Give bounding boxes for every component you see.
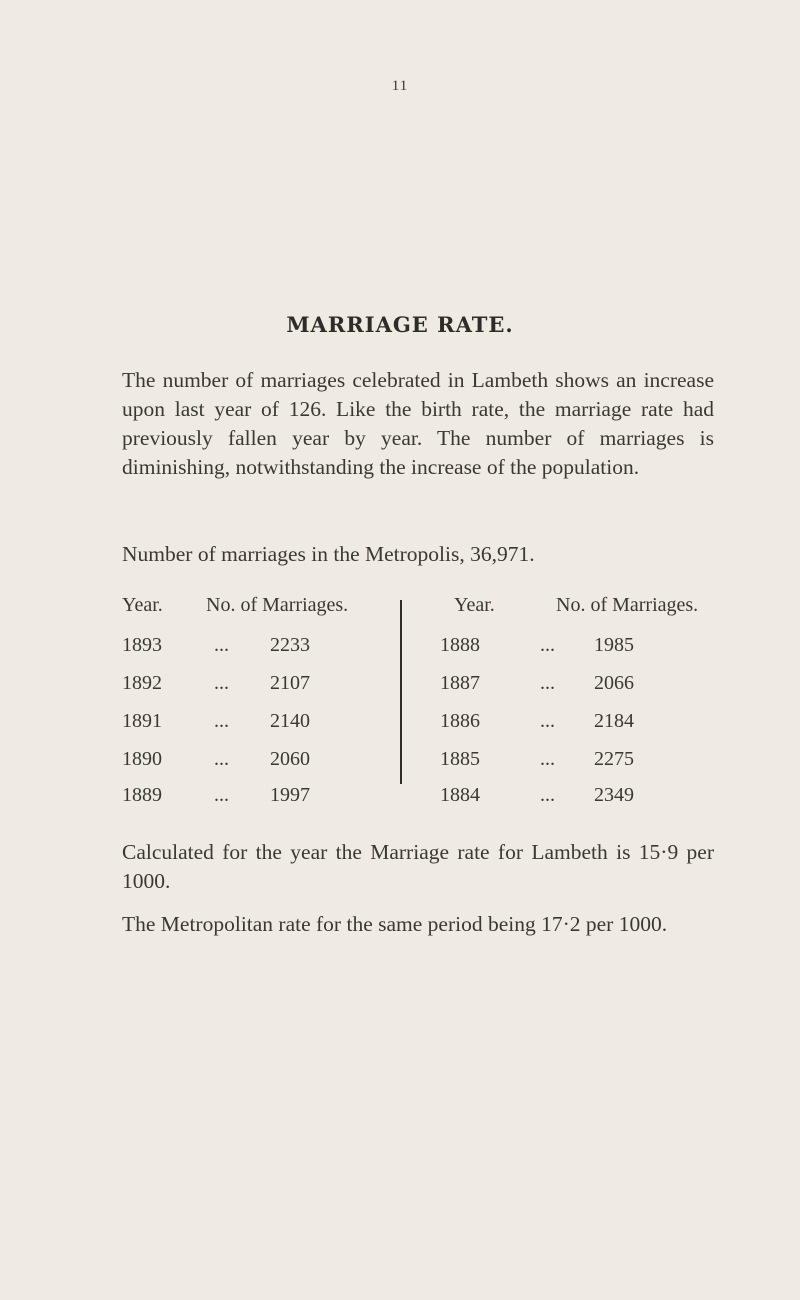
right-row-count: 1985 — [594, 634, 634, 656]
right-row-leader: ... — [540, 710, 555, 732]
left-row-leader: ... — [214, 672, 229, 694]
left-row-count: 2060 — [270, 748, 310, 770]
lambeth-rate-paragraph: Calculated for the year the Marriage rate for Lambeth is 15·9 per 1000. — [122, 840, 714, 893]
right-row-leader: ... — [540, 634, 555, 656]
marriages-table — [122, 594, 742, 804]
right-row-year: 1884 — [440, 784, 480, 806]
right-row-leader: ... — [540, 672, 555, 694]
right-row-leader: ... — [540, 784, 555, 806]
left-row-year: 1891 — [122, 710, 162, 732]
left-year-header: Year. — [122, 594, 163, 616]
left-row-year: 1890 — [122, 748, 162, 770]
column-divider — [400, 600, 402, 784]
page-number: 11 — [391, 78, 409, 94]
right-row-count: 2066 — [594, 672, 634, 694]
right-marriages-header: No. of Marriages. — [556, 594, 699, 616]
left-marriages-header: No. of Marriages. — [206, 594, 349, 616]
left-row-count: 2140 — [270, 710, 310, 732]
intro-paragraph: The number of marriages celebrated in Lambeth shows an increase upon last year of 126. Like the birth rate, the marriage rate had previously fallen year by year. The number of marriages is diminishing, notwithstanding the increase of the population. — [122, 368, 714, 479]
left-row-leader: ... — [214, 784, 229, 806]
left-row-leader: ... — [214, 710, 229, 732]
left-row-leader: ... — [214, 748, 229, 770]
metropolis-marriages-paragraph: Number of marriages in the Metropolis, 36,971. — [122, 542, 535, 566]
metropolitan-rate-paragraph: The Metropolitan rate for the same period being 17·2 per 1000. — [122, 912, 668, 936]
left-row-count: 1997 — [270, 784, 310, 806]
right-row-count: 2349 — [594, 784, 634, 806]
right-row-count: 2184 — [594, 710, 634, 732]
left-row-year: 1893 — [122, 634, 162, 656]
right-row-year: 1886 — [440, 710, 480, 732]
right-row-year: 1887 — [440, 672, 480, 694]
section-heading: MARRIAGE RATE. — [286, 312, 514, 337]
left-row-count: 2233 — [270, 634, 310, 656]
left-row-year: 1892 — [122, 672, 162, 694]
right-row-year: 1888 — [440, 634, 480, 656]
left-row-leader: ... — [214, 634, 229, 656]
right-row-leader: ... — [540, 748, 555, 770]
right-year-header: Year. — [454, 594, 495, 616]
left-row-count: 2107 — [270, 672, 310, 694]
left-row-year: 1889 — [122, 784, 162, 806]
right-row-count: 2275 — [594, 748, 634, 770]
right-row-year: 1885 — [440, 748, 480, 770]
